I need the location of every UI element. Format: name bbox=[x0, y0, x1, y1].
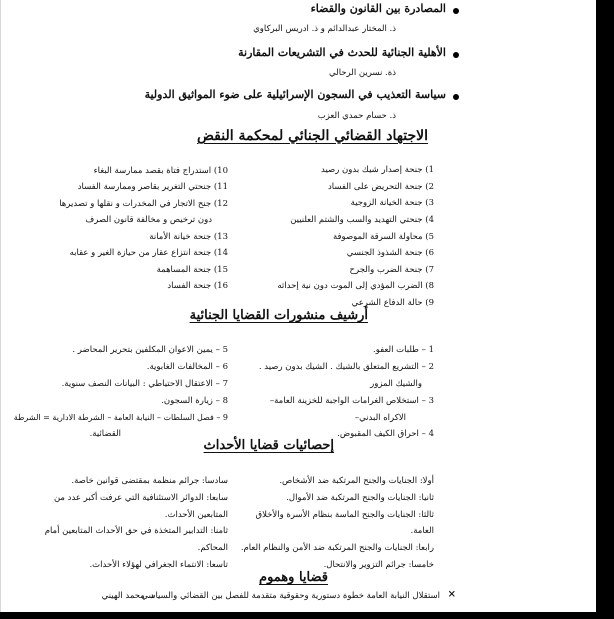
list-item: 7) جنحة الضرب والجرح bbox=[349, 265, 434, 275]
bullet-icon bbox=[453, 8, 459, 14]
article-title: سياسة التعذيب في السجون الإسرائيلية على ضوء المواثيق الدولية bbox=[144, 88, 446, 101]
article-author: ذة. نسرين الرحالي bbox=[329, 68, 396, 78]
list-item: المحاكم. bbox=[197, 543, 228, 553]
list-item: سادسا: جرائم منظمة بمقتضى قوانين خاصة. bbox=[71, 476, 228, 486]
list-item: 9) حالة الدفاع الشرعي bbox=[351, 298, 434, 308]
cross-mark-icon: × bbox=[447, 589, 456, 600]
page-shadow-bottom bbox=[0, 612, 614, 619]
list-item: 3 – استخلاص الغرامات الواجبة للخزينة العامة– bbox=[269, 396, 434, 406]
page-shadow-right bbox=[596, 0, 614, 619]
list-item: 2) جنحة التحريض على الفساد bbox=[327, 182, 434, 192]
list-item: 2 – التشريع المتعلق بالشيك . الشيك بدون رصيد . bbox=[258, 362, 434, 372]
list-item: المتابعين الأحداث. bbox=[164, 510, 228, 520]
list-item: 11) جنحتي التغرير بقاصر وممارسة الفساد bbox=[77, 182, 228, 192]
list-item: تاسعا: الانتماء الجغرافي لهؤلاء الأحداث. bbox=[89, 560, 228, 570]
list-item: رابعا: الجنايات والجنح المرتكبة ضد الأمن والنظام العام. bbox=[240, 543, 434, 553]
list-item: العامة. bbox=[410, 526, 434, 536]
list-item: ثانيا: الجنايات والجنح المرتكبة ضد الأموال. bbox=[286, 493, 434, 503]
list-item: القضائية. bbox=[89, 429, 121, 439]
article-title: المصادرة بين القانون والقضاء bbox=[310, 2, 446, 15]
list-item: 12) جنح الاتجار في المخدرات و نقلها و تصديرها bbox=[59, 199, 228, 209]
list-item: 1 – طلبات العفو. bbox=[373, 345, 434, 355]
list-item: ثامنا: التدابير المتخذة في حق الأحداث المتابعين أمام bbox=[44, 526, 228, 536]
list-item: 5) محاولة السرقة الموصوفة bbox=[332, 232, 434, 242]
list-item: 9 – فصل السلطات – النيابة العامة – الشرطة الادارية = الشرطة bbox=[13, 413, 228, 422]
bullet-icon bbox=[453, 94, 459, 100]
list-item: 10) استدراج فتاة بقصد ممارسة البغاء bbox=[93, 166, 228, 176]
list-item: خامسا: جرائم التزوير والانتحال. bbox=[323, 560, 434, 570]
section-heading-archive: أرشيف منشورات القضايا الجنائية bbox=[189, 308, 368, 323]
issue-author: د. محمد الهيني bbox=[101, 591, 154, 601]
list-item: 14) جنحة انتزاع عقار من حيازة الغير و عقابه bbox=[69, 248, 228, 258]
list-item: ثالثا: الجنايات والجنح الماسة بنظام الأسرة والأخلاق bbox=[255, 510, 434, 520]
list-item: 8) الضرب المؤدي إلى الموت دون نية إحداثه bbox=[277, 281, 434, 291]
section-heading-issues: قضايا وهموم bbox=[259, 570, 328, 585]
list-item: 8 – زيارة السجون. bbox=[161, 396, 228, 406]
list-item: 5 – يمين الاعوان المكلفين بتحرير المحاضر . bbox=[72, 345, 228, 355]
list-item: 4) جنحتي التهديد والسب والشتم العلنيين bbox=[290, 215, 434, 225]
list-item: 3) جنحة الخيانة الزوجية bbox=[350, 198, 434, 208]
list-item: سابعا: الدوائر الاستئنافية التي عرفت أكبر عدد من bbox=[53, 493, 228, 503]
list-item: 7 – الاعتقال الاحتياطي : البيانات النصف سنوية. bbox=[61, 379, 228, 389]
list-item: دون ترخيص و مخالفة قانون الصرف bbox=[85, 215, 212, 225]
list-item: والشيك المزور bbox=[370, 379, 422, 389]
bullet-icon bbox=[453, 52, 459, 58]
list-item: 6) جنحة الشذوذ الجنسي bbox=[346, 248, 434, 258]
list-item: 13) جنحة خيانة الأمانة bbox=[149, 232, 228, 242]
article-title: الأهلية الجنائية للحدث في التشريعات المقارنة bbox=[238, 46, 446, 59]
article-author: ذ. المختار عبدالدائم و ذ. ادريس البركاوي bbox=[253, 24, 396, 34]
section-heading-statistics: إحصائيات قضايا الأحداث bbox=[203, 438, 334, 453]
list-item: الاكراه البدني– bbox=[354, 413, 406, 423]
section-heading-jurisprudence: الاجتهاد القضائي الجنائي لمحكمة النقض bbox=[197, 128, 428, 144]
list-item: 16) جنحة الفساد bbox=[167, 281, 228, 291]
list-item: 1) جنحة إصدار شيك بدون رصيد bbox=[321, 165, 434, 175]
article-author: ذ. حسام حمدي العزب bbox=[317, 111, 396, 121]
list-item: 6 – المخالفات الغابوية. bbox=[146, 362, 228, 372]
list-item: 4 – احراق الكيف المقبوض. bbox=[337, 429, 434, 439]
list-item: أولا: الجنايات والجنح المرتكبة ضد الأشخاص. bbox=[279, 476, 434, 486]
issue-text: استقلال النيابة العامة خطوة دستورية وحقوقية متقدمة للفصل بين القضائي والسياسي bbox=[141, 591, 440, 601]
list-item: 15) جنحة المساهمة bbox=[156, 265, 228, 275]
